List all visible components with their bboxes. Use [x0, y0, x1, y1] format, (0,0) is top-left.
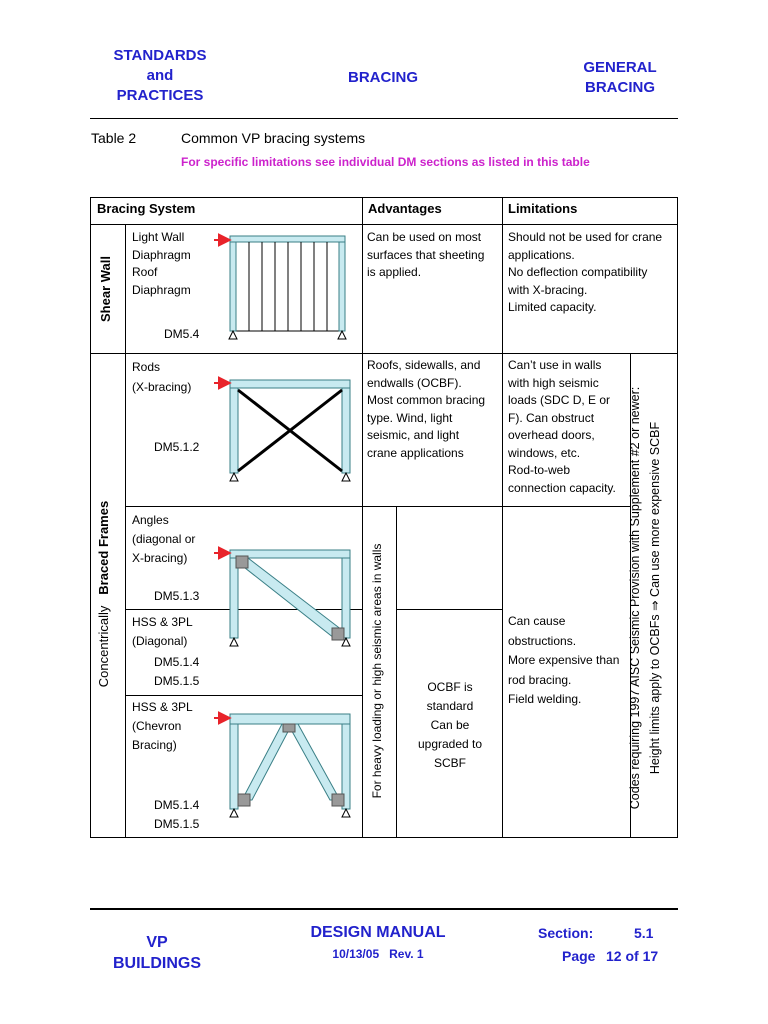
group-label-braced-frames: Concentrically Braced Frames — [96, 500, 111, 688]
rods-limitations: Can’t use in walls with high seismic loads (SDC D, E or F). Can obstruct overhead doors, windows, etc. Rod-to-web connection capacity. — [508, 358, 616, 495]
angles-system: Angles (diagonal or X-bracing) — [132, 513, 196, 565]
header-center: BRACING — [348, 69, 418, 86]
footer-date-rev: 10/13/05 Rev. 1 — [332, 947, 424, 961]
col-header-advantages: Advantages — [368, 201, 442, 216]
shear-advantages: Can be used on most surfaces that sheeting is applied. — [367, 230, 485, 279]
footer-left: VP BUILDINGS — [113, 934, 201, 972]
heavy-loading-vertical: For heavy loading or high seismic areas in walls — [370, 543, 384, 799]
shear-ref: DM5.4 — [164, 327, 200, 341]
footer-page-label: Page — [562, 948, 596, 964]
rods-drawing — [214, 380, 350, 481]
header-left: STANDARDS and PRACTICES — [113, 47, 207, 104]
heavy-limitations: Can cause obstructions. More expensive than rod bracing. Field welding. — [508, 614, 620, 706]
heavy-advantages: OCBF is standard Can be upgraded to SCBF — [417, 680, 483, 770]
footer-design-manual: DESIGN MANUAL — [310, 924, 446, 941]
shear-system: Light Wall Diaphragm Roof Diaphragm — [132, 230, 191, 297]
chevron-drawing — [214, 714, 350, 817]
rods-system: Rods (X-bracing) — [132, 360, 192, 394]
seismic-side-note: Codes requiring 1997 AISC Seismic Provision with Supplement #2 or newer: Height limits apply to OCBFs ⇒ Can use more expensive SCBF — [628, 386, 662, 810]
rods-ref: DM5.1.2 — [154, 440, 200, 454]
rods-advantages: Roofs, sidewalls, and endwalls (OCBF). Most common bracing type. Wind, light seismic, and light crane applications — [367, 358, 486, 460]
hss-chevron-system: HSS & 3PL (Chevron Bracing) — [132, 700, 193, 752]
footer-section-value: 5.1 — [634, 925, 654, 941]
table-number: Table 2 — [91, 130, 137, 146]
col-header-system: Bracing System — [97, 201, 196, 216]
shear-limitations: Should not be used for crane applications. No deflection compatibility with X-bracing. Limited capacity. — [508, 230, 663, 314]
header-right: GENERAL BRACING — [583, 59, 657, 96]
footer-page-value: 12 of 17 — [606, 948, 659, 964]
col-header-limitations: Limitations — [508, 201, 578, 216]
table-note: For specific limitations see individual DM sections as listed in this table — [181, 155, 590, 169]
footer-section-label: Section: — [538, 925, 594, 941]
table-title: Common VP bracing systems — [181, 130, 366, 146]
hss-diag-system: HSS & 3PL (Diagonal) — [132, 615, 193, 648]
angles-ref: DM5.1.3 — [154, 589, 200, 603]
footer-rule — [90, 908, 678, 910]
shear-wall-drawing — [214, 236, 346, 339]
hss-diag-refs: DM5.1.4 DM5.1.5 — [154, 655, 200, 688]
hss-chevron-refs: DM5.1.4 DM5.1.5 — [154, 798, 200, 831]
angles-drawing — [214, 550, 350, 646]
group-label-shear-wall: Shear Wall — [98, 256, 113, 322]
